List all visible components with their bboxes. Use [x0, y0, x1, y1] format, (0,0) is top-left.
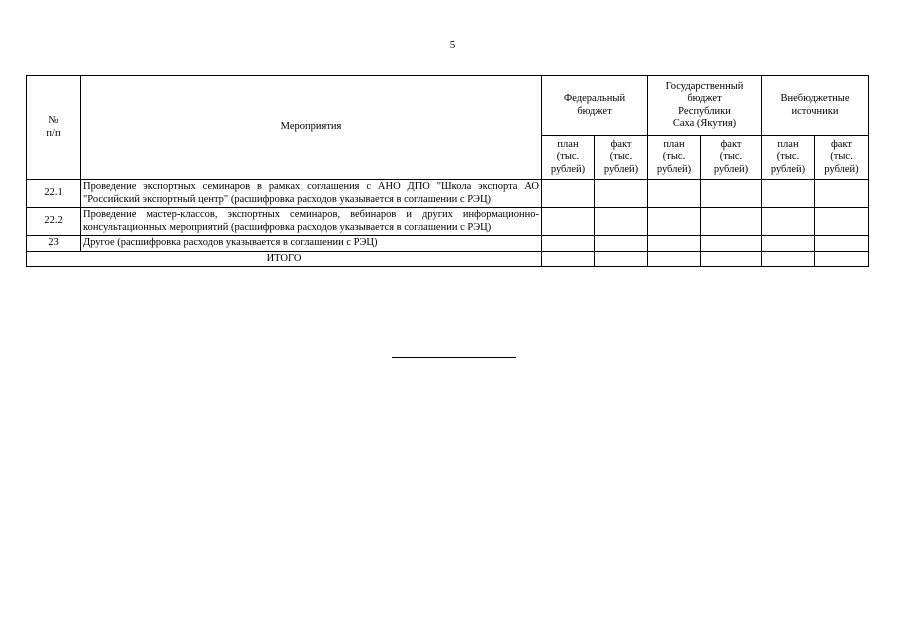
value-cell — [815, 251, 869, 267]
value-cell — [542, 180, 595, 208]
value-cell — [542, 208, 595, 236]
value-cell — [595, 251, 648, 267]
separator-line — [392, 357, 516, 358]
value-cell — [648, 236, 701, 252]
table-row — [27, 236, 869, 252]
table-row — [27, 180, 869, 208]
value-cell — [762, 236, 815, 252]
value-cell — [762, 180, 815, 208]
header-fact: факт (тыс. рублей) — [815, 136, 869, 180]
header-extrabudgetary: Внебюджетные источники — [762, 76, 869, 136]
value-cell — [542, 251, 595, 267]
header-events: Мероприятия — [81, 76, 542, 180]
value-cell — [762, 208, 815, 236]
header-federal-budget: Федеральный бюджет — [542, 76, 648, 136]
header-plan: план (тыс. рублей) — [762, 136, 815, 180]
header-number: № п/п — [27, 76, 81, 180]
value-cell — [595, 236, 648, 252]
value-cell — [542, 236, 595, 252]
row-text: Проведение мастер-классов, экспортных семинаров, вебинаров и других информационно-консультационных мероприятий (расшифровка расходов указывается в соглашении с РЭЦ) — [81, 208, 542, 236]
header-regional-budget: Государственный бюджет Республики Саха (Якутия) — [648, 76, 762, 136]
value-cell — [762, 251, 815, 267]
value-cell — [701, 236, 762, 252]
header-row-1 — [27, 76, 869, 136]
row-number: 23 — [27, 236, 81, 252]
header-fact: факт (тыс. рублей) — [701, 136, 762, 180]
value-cell — [648, 208, 701, 236]
header-plan: план (тыс. рублей) — [648, 136, 701, 180]
value-cell — [701, 208, 762, 236]
value-cell — [815, 208, 869, 236]
total-label: ИТОГО — [27, 251, 542, 267]
value-cell — [815, 180, 869, 208]
row-number: 22.2 — [27, 208, 81, 236]
table-row — [27, 208, 869, 236]
row-text: Проведение экспортных семинаров в рамках соглашения с АНО ДПО "Школа экспорта АО "Российский экспортный центр" (расшифровка расходов указывается в соглашении с РЭЦ) — [81, 180, 542, 208]
page-number: 5 — [449, 39, 456, 51]
header-plan: план (тыс. рублей) — [542, 136, 595, 180]
value-cell — [648, 180, 701, 208]
total-row — [27, 251, 869, 267]
expense-table — [26, 75, 869, 267]
row-text: Другое (расшифровка расходов указывается в соглашении с РЭЦ) — [81, 236, 542, 252]
value-cell — [595, 208, 648, 236]
value-cell — [701, 180, 762, 208]
value-cell — [648, 251, 701, 267]
value-cell — [595, 180, 648, 208]
value-cell — [701, 251, 762, 267]
value-cell — [815, 236, 869, 252]
row-number: 22.1 — [27, 180, 81, 208]
header-fact: факт (тыс. рублей) — [595, 136, 648, 180]
